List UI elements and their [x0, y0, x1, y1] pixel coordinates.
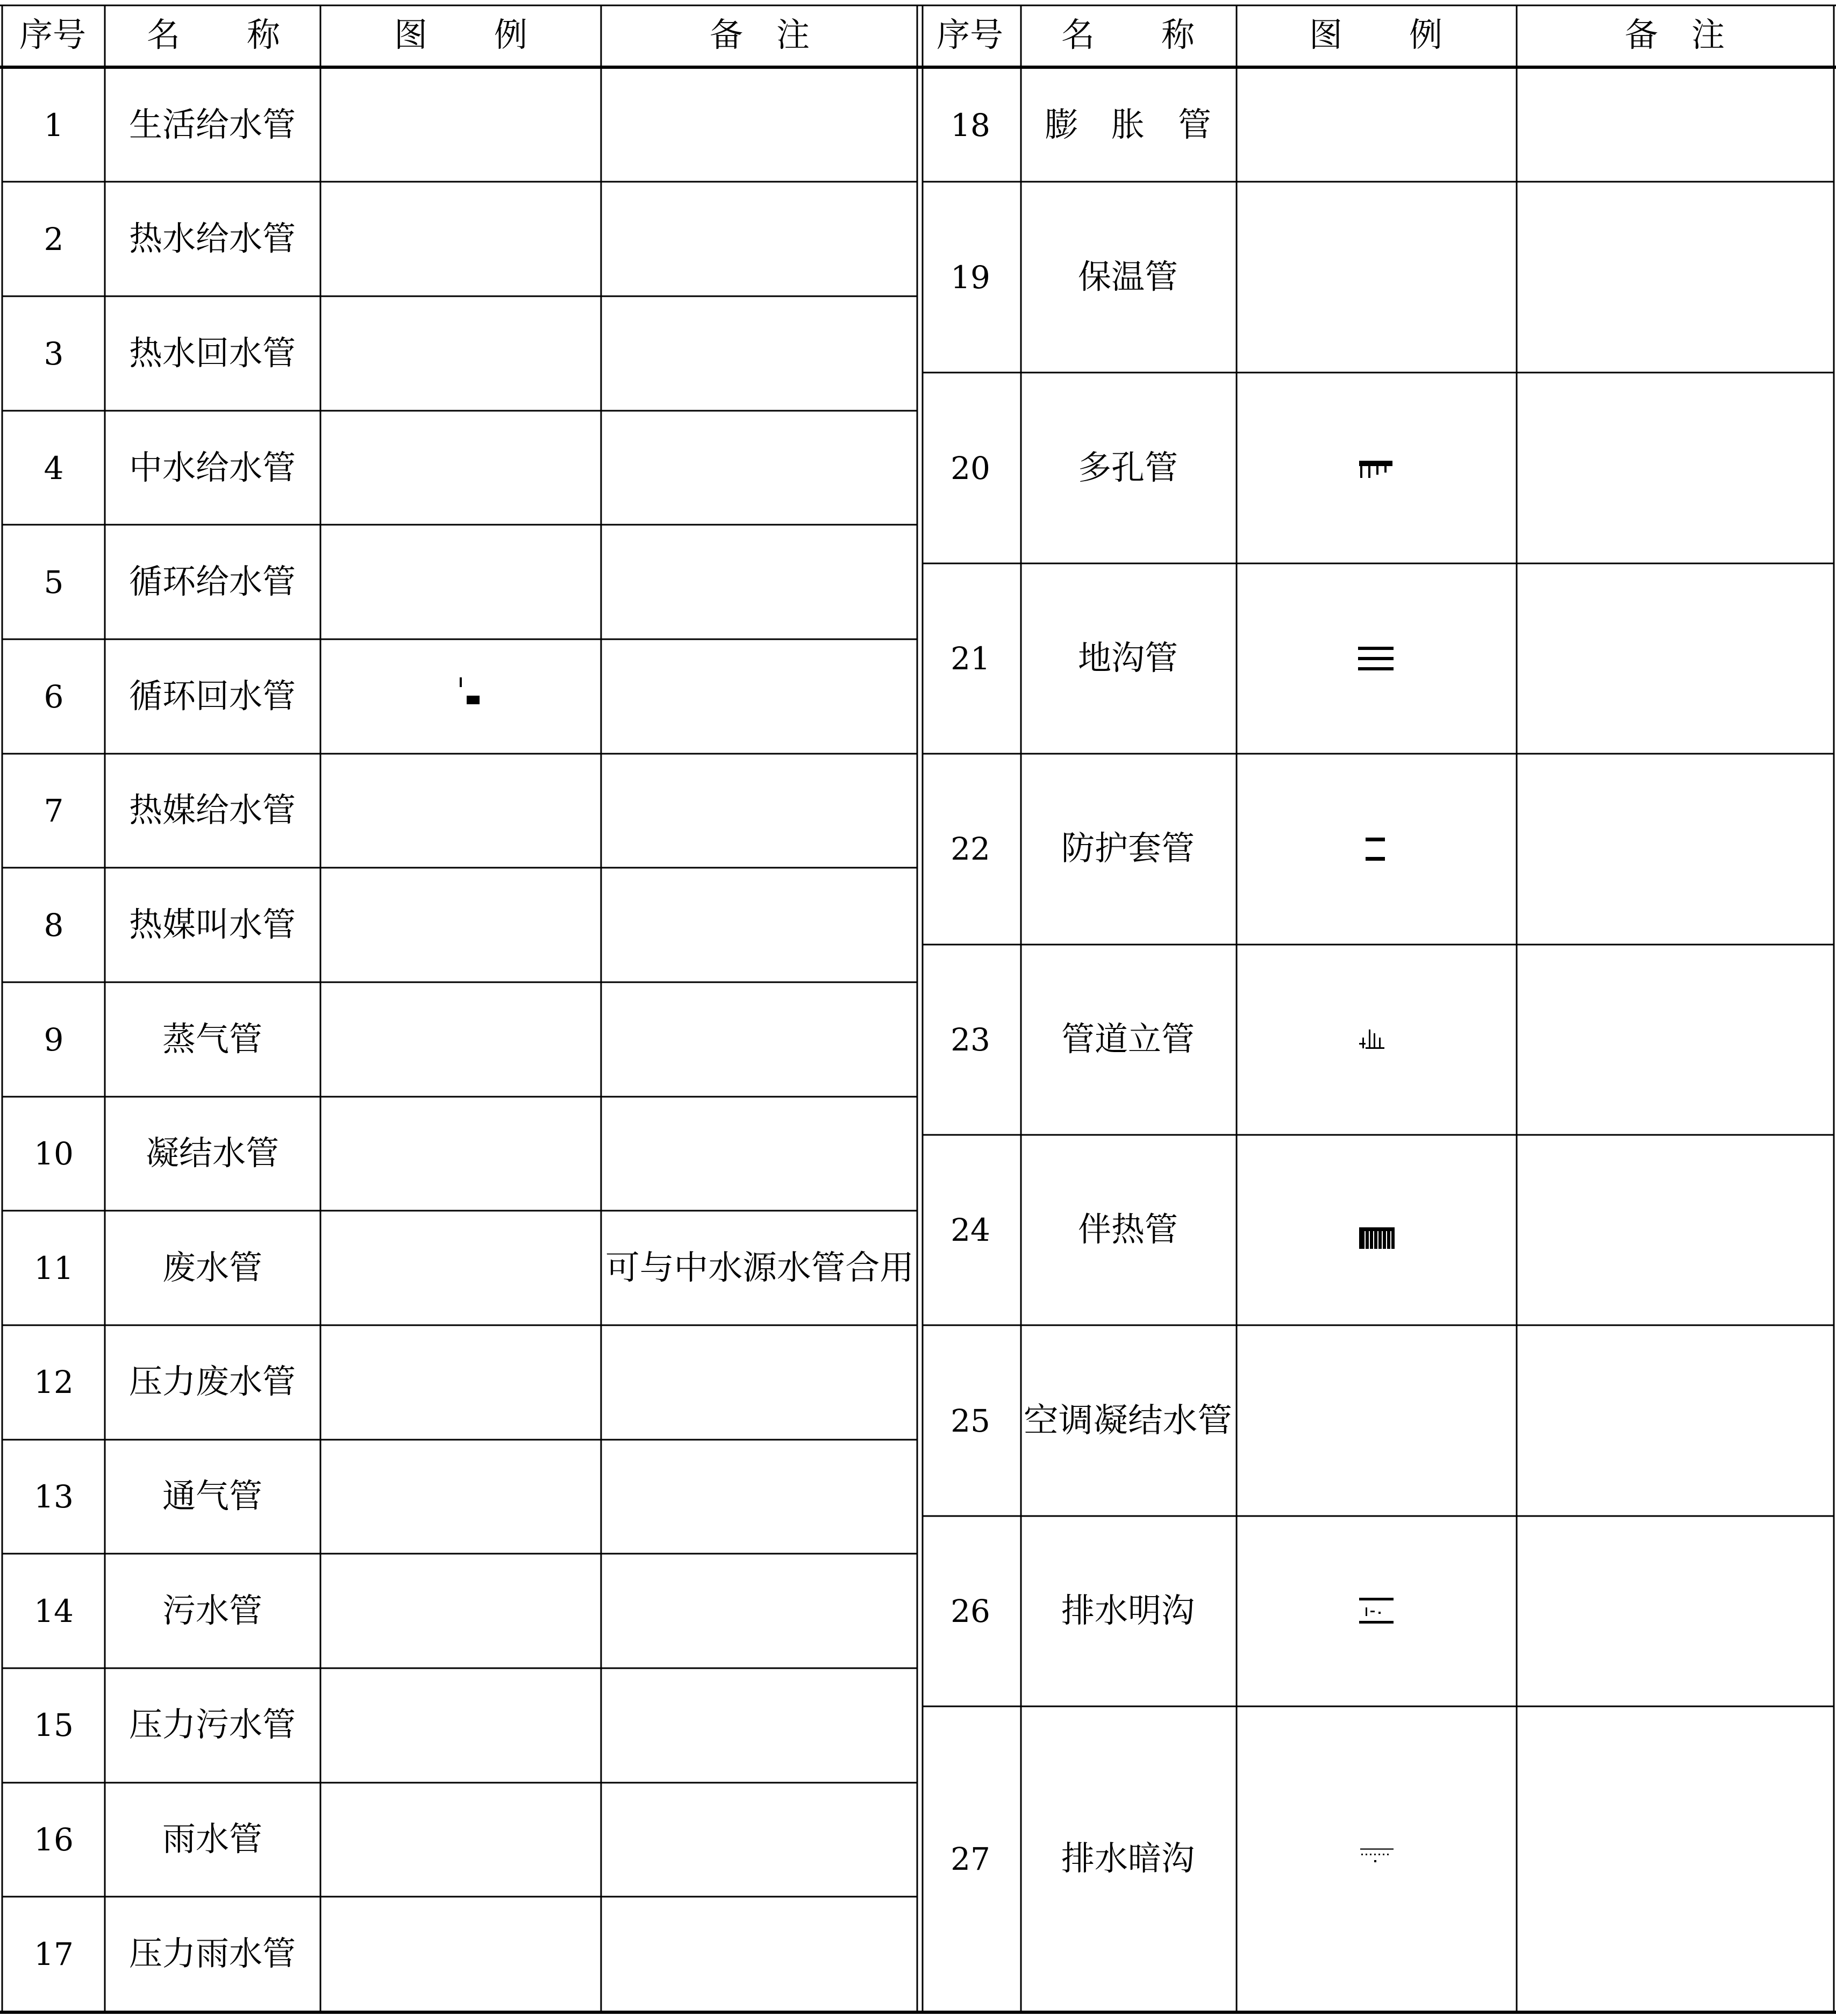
row-number: 15 — [34, 1707, 74, 1743]
row-name: 污水管 — [162, 1591, 263, 1630]
row-number: 23 — [951, 1021, 990, 1058]
row-name: 蒸气管 — [162, 1019, 263, 1059]
row-name: 压力污水管 — [128, 1705, 296, 1744]
covered-drain-symbol — [1360, 1848, 1394, 1862]
row-name: 防护套管 — [1061, 828, 1195, 868]
header-note-right: 备 注 — [1624, 15, 1725, 54]
row-name: 管道立管 — [1061, 1019, 1195, 1059]
row-name: 中水给水管 — [128, 448, 296, 487]
row-name: 伴热管 — [1077, 1210, 1178, 1249]
row-number: 22 — [951, 831, 990, 867]
row-number: 13 — [34, 1478, 74, 1515]
row-name: 排水明沟 — [1061, 1591, 1195, 1630]
row-name: 凝结水管 — [145, 1133, 280, 1173]
row-number: 24 — [951, 1212, 990, 1248]
row-number: 21 — [951, 640, 990, 677]
row-name: 压力废水管 — [128, 1362, 296, 1401]
row-number: 19 — [951, 259, 990, 296]
protective-sleeve-symbol — [1366, 838, 1385, 861]
header-name-right: 名 称 — [1061, 15, 1195, 54]
row-note: 可与中水源水管合用 — [605, 1248, 914, 1287]
open-drain-symbol — [1359, 1598, 1394, 1624]
row-name: 废水管 — [162, 1248, 263, 1287]
row-number: 1 — [44, 107, 64, 144]
row-name: 循环回水管 — [128, 676, 296, 716]
row-number: 10 — [34, 1135, 74, 1172]
row-number: 27 — [951, 1841, 990, 1877]
header-row — [19, 15, 1725, 54]
header-seq-left: 序号 — [19, 15, 87, 54]
trench-pipe-symbol — [1358, 647, 1394, 670]
row-number: 12 — [34, 1364, 74, 1400]
row-number: 6 — [44, 678, 64, 715]
row-name: 热媒给水管 — [128, 790, 296, 830]
left-rows — [34, 105, 914, 1973]
row-number: 17 — [34, 1936, 74, 1972]
row-number: 8 — [44, 907, 64, 943]
row-number: 2 — [44, 221, 64, 258]
row-name: 空调凝结水管 — [1024, 1400, 1232, 1440]
row-number: 5 — [44, 564, 64, 600]
row-number: 11 — [34, 1250, 74, 1286]
row-number: 16 — [34, 1821, 74, 1858]
row-number: 26 — [951, 1593, 990, 1629]
row-name: 多孔管 — [1077, 448, 1178, 487]
header-name-left: 名 称 — [146, 15, 281, 54]
header-seq-right: 序号 — [936, 15, 1004, 54]
row-name: 地沟管 — [1077, 638, 1178, 677]
row-number: 7 — [44, 792, 64, 829]
row-name: 雨水管 — [162, 1819, 263, 1858]
header-legend-right: 图 例 — [1309, 15, 1443, 54]
perforated-pipe-symbol — [1359, 461, 1392, 478]
row-number: 20 — [951, 450, 990, 487]
row-name: 排水暗沟 — [1061, 1839, 1195, 1878]
row-name: 热水回水管 — [128, 333, 296, 373]
row-number: 4 — [44, 450, 64, 487]
row-name: 热水给水管 — [128, 219, 296, 258]
row-number: 14 — [34, 1593, 74, 1629]
header-note-left: 备 注 — [709, 15, 810, 54]
row-number: 9 — [44, 1021, 64, 1058]
row-name: 膨 胀 管 — [1044, 105, 1212, 144]
row-name: 热媒叫水管 — [128, 905, 296, 944]
riser-pipe-symbol — [1359, 1030, 1384, 1049]
row-number: 3 — [44, 335, 64, 372]
small-dash-symbol — [460, 677, 480, 704]
row-name: 通气管 — [162, 1476, 263, 1515]
right-rows — [951, 105, 1395, 1878]
header-legend-left: 图 例 — [394, 15, 528, 54]
row-number: 18 — [951, 107, 990, 144]
heat-tracing-pipe-symbol — [1359, 1227, 1395, 1249]
row-number: 25 — [951, 1403, 990, 1439]
row-name: 循环给水管 — [128, 562, 296, 601]
row-name: 压力雨水管 — [128, 1934, 296, 1973]
row-name: 保温管 — [1077, 257, 1178, 296]
row-name: 生活给水管 — [128, 105, 296, 144]
